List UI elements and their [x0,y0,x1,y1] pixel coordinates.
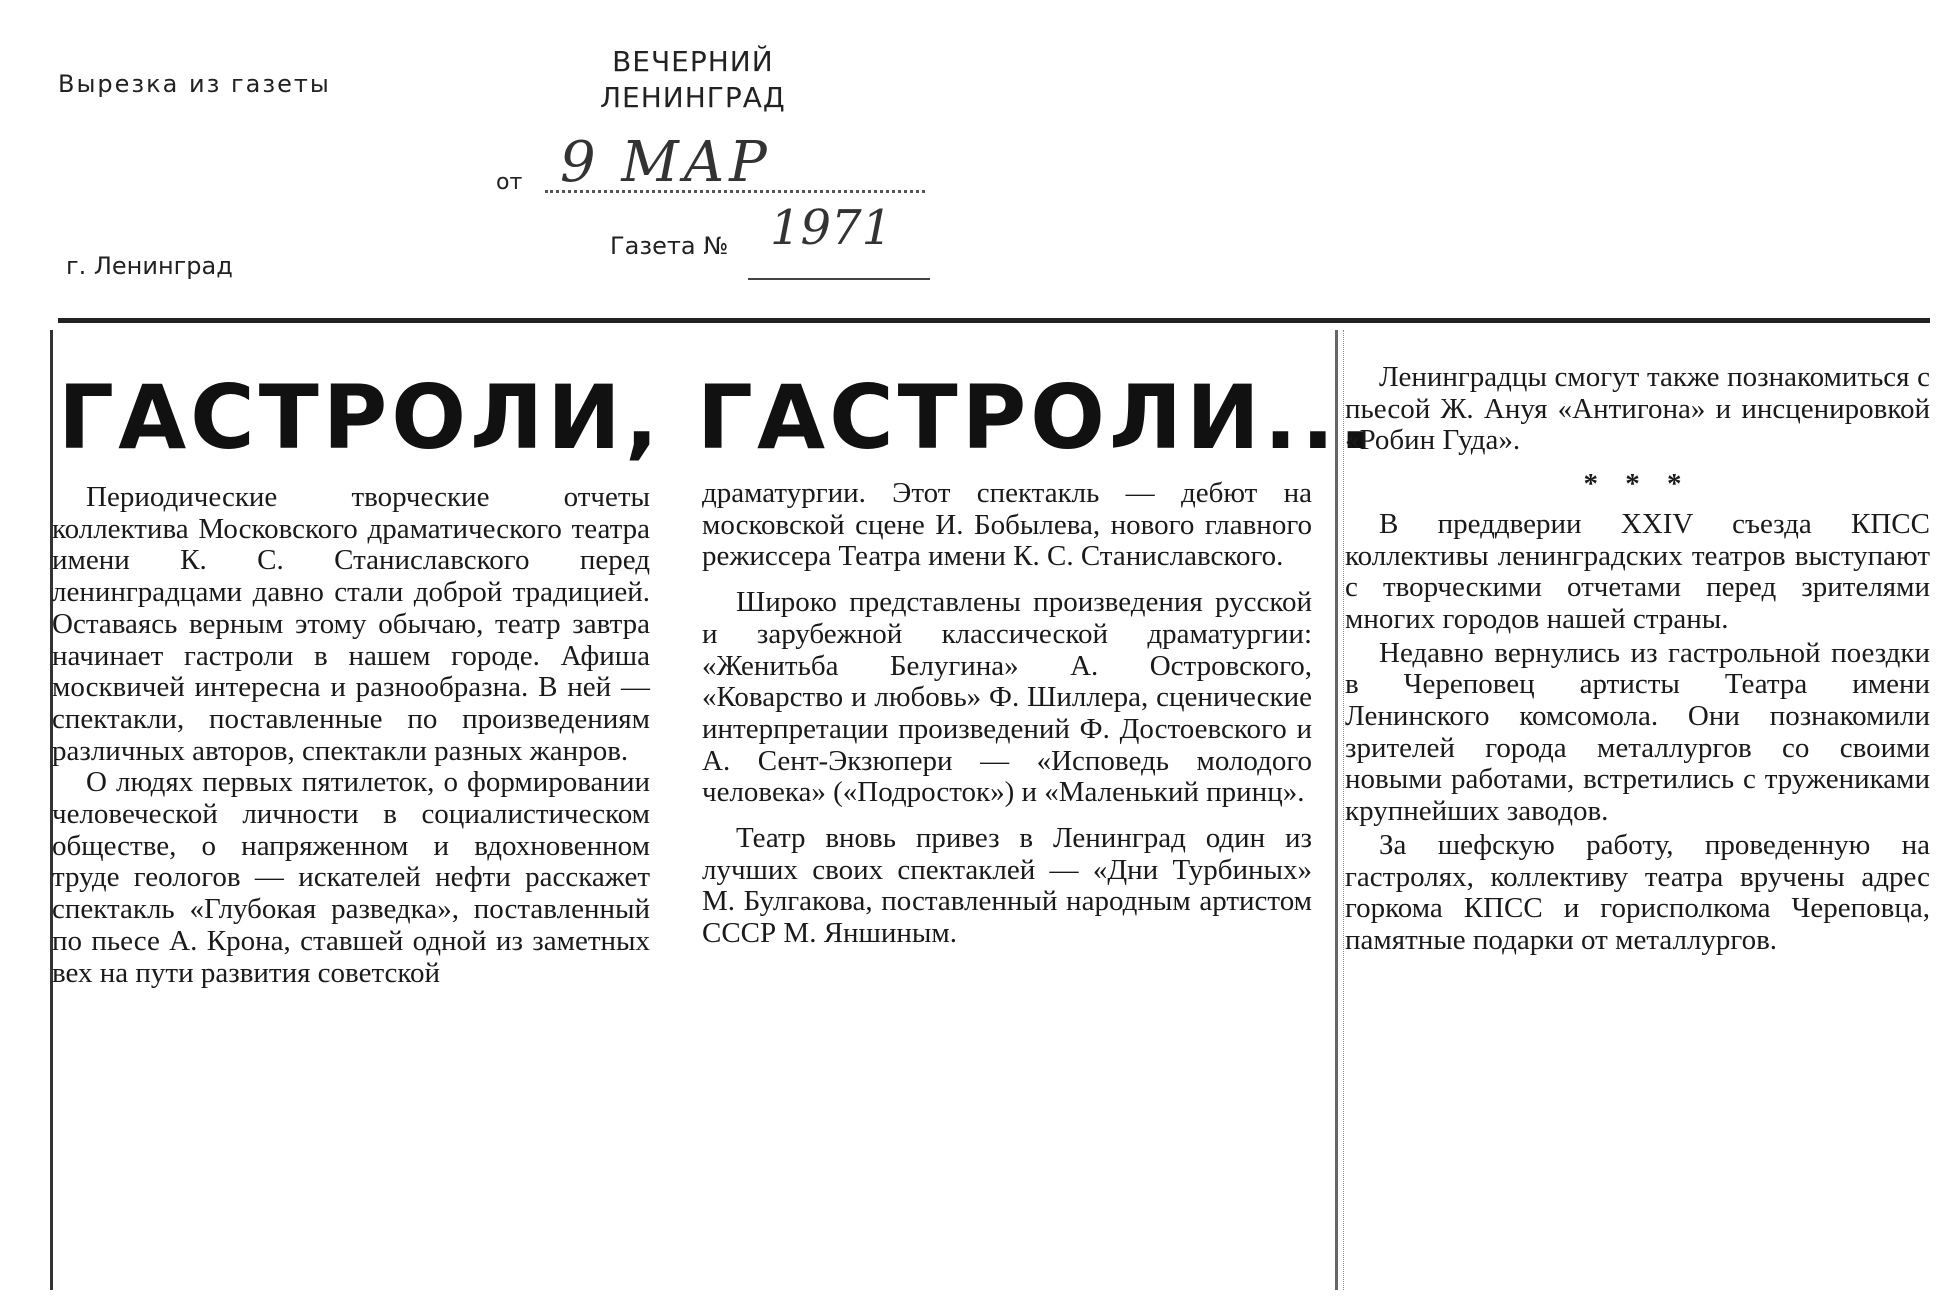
city-label: г. Ленинград [66,252,233,280]
paragraph: драматургии. Этот спектакль — дебют на московской сцене И. Бобылева, нового главного режиссера Театра имени К. С. Станиславского. [702,477,1312,573]
paragraph: За шефскую работу, проведенную на гастролях, коллективу театра вручены адрес горкома КПСС и горисполкома Череповца, памятные подарки от металлургов. [1345,828,1930,956]
paragraph: Ленинградцы смогут также познакомиться с пьесой Ж. Ануя «Антигона» и инсценировкой «Робин Гуда». [1345,361,1930,457]
paragraph: В преддверии XXIV съезда КПСС коллективы ленинградских театров выступают с творческими отчетами перед зрителями многих городов нашей страны. [1345,507,1930,635]
issue-label: Газета № [610,232,729,260]
handwritten-issue-number: 1971 [770,200,893,256]
clipping-top-rule [58,318,1930,323]
column-divider [1335,330,1338,1290]
clipping-label: Вырезка из газеты [58,70,331,98]
date-dotted-line [545,190,925,193]
paragraph: Театр вновь привез в Ленинград один из лучших своих спектаклей — «Дни Турбиных» М. Булгакова, поставленный народным артистом СССР М. Яншиным. [702,822,1312,950]
paragraph: О людях первых пятилеток, о формировании человеческой личности в социалистическом обществе, о напряженном и вдохновенном труде геологов — искателей нефти расскажет спектакль «Глубокая разведка», поставленный по пьесе А. Крона, ставшей одной из заметных вех на пути развития советской [52,766,650,989]
section-separator: * * * [1583,468,1692,501]
handwritten-date: 9 МАР [560,130,771,195]
newspaper-name-line2: ЛЕНИНГРАД [600,81,786,114]
paragraph: Периодические творческие отчеты коллектива Московского драматического театра имени К. С. Станиславского перед ленинградцами давно стали доброй традицией. Оставаясь верным этому обычаю, театр завтра начинает гастроли в нашем городе. Афиша москвичей интересна и разнообразна. В ней — спектакли, поставленные по произведениям различных авторов, спектакли разных жанров. [52,481,650,767]
article-column-2 [702,478,1312,950]
newspaper-name [600,44,786,116]
date-from-label: от [496,170,523,195]
article-headline: ГАСТРОЛИ, ГАСТРОЛИ... [58,366,1377,469]
newspaper-clipping [50,318,1930,1298]
article-column-3 [1345,362,1930,957]
newspaper-name-line1: ВЕЧЕРНИЙ [612,45,774,78]
paragraph: Недавно вернулись из гастрольной поездки в Череповец артисты Театра имени Ленинского комсомола. Они познакомили зрителей города металлургов со своими новыми работами, встретились с тружениками крупнейших заводов. [1345,636,1930,828]
issue-underline [748,278,930,280]
article-column-1 [52,482,650,989]
paragraph: Широко представлены произведения русской и зарубежной классической драматургии: «Женитьба Белугина» А. Островского, «Коварство и любовь» Ф. Шиллера, сценические интерпретации произведений Ф. Достоевского и А. Сент-Экзюпери — «Исповедь молодого человека» («Подросток») и «Маленький принц». [702,586,1312,809]
column-divider-dotted [1343,330,1344,1290]
